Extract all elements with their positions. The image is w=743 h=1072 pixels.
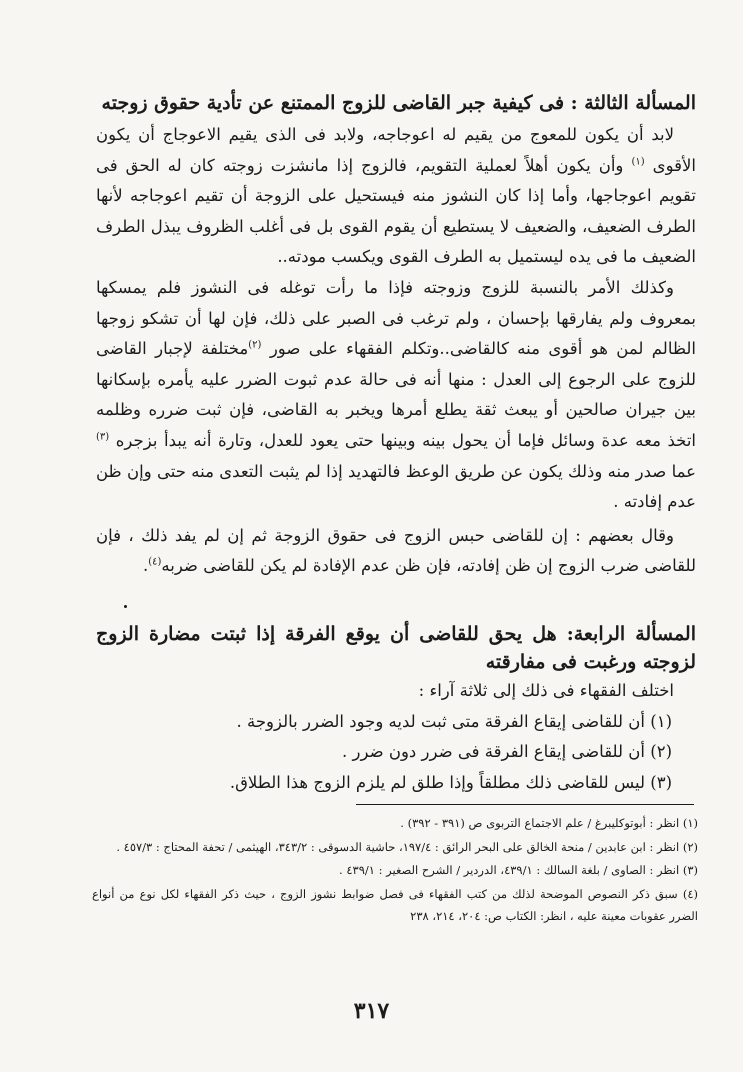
footnote-ref-2[interactable]: (٢) (248, 339, 262, 351)
footnote-ref-4[interactable]: (٤) (148, 556, 162, 568)
footnote-2: (٢) انظر : ابن عابدين / منحة الخالق على البحر الرائق : ١٩٧/٤، حاشية الدسوقى : ٣٤٣/٢، الهيثمى / تحفة المحتاج : ٤٥٧/٣ . (116, 839, 698, 854)
text-run: مختلفة لإجبار القاضى للزوج على الرجوع إلى العدل : منها أنه فى حالة عدم ثبوت الضرر عليه يأمره بإسكانها بين جيران صالحين أو يبعث ثقة يطلع أمرها ويخبر به القاضى، فإن ثبت ضرره وظلمه اتخذ معه عدة وسائل فإما أن يحول بينه وبينها حتى يعود للعدل، وتارة أنه يبدأ بزجره (96, 339, 696, 450)
text-run: وأن يكون أهلاً لعملية التقويم، فالزوج إذا مانشزت زوجته كان له الحق فى تقويم اعوجاجها، وأما إذا كان النشوز منه فيستحيل على الزوجة أن تقيم اعوجاجه لأنها الطرف الضعيف، والضعيف لا يستطيع أن يقوم القوى بل فى أغلب الظروف يبذل الطرف الضعيف ما فى يده ليستميل به الطرف القوى ويكسب مودته.. (96, 155, 696, 267)
text-run: . (142, 556, 149, 576)
opinion-item: (٢) أن للقاضى إيقاع الفرقة فى ضرر دون ضرر . (342, 742, 672, 762)
section-3-paragraph-3 (96, 521, 696, 582)
page-number: ٣١٧ (353, 998, 390, 1024)
footnote-4: (٤) سبق ذكر النصوص الموضحة لذلك من كتب الفقهاء فى فصل ضوابط نشوز الزوج ، حيث ذكر الفقهاء لكل نوع من أنواع الضرر عقوبات معينة عليه ، انظر: الكتاب ص: ٢٠٤، ٢١٤، ٢٣٨ (92, 886, 698, 924)
footnote-ref-1[interactable]: (١) (631, 156, 645, 168)
text-run: لابد أن يكون للمعوج من يقيم له اعوجاجه، ولابد فى الذى يقيم الاعوجاج أن يكون الأقوى (96, 125, 696, 175)
section-4-heading: المسألة الرابعة: هل يحق للقاضى أن يوقع الفرقة إذا ثبتت مضارة الزوج لزوجته ورغبت فى مفارقته (96, 623, 696, 673)
footnote-ref-3[interactable]: (٣) (96, 431, 110, 443)
section-4-intro: اختلف الفقهاء فى ذلك إلى ثلاثة آراء : (418, 681, 674, 700)
footnote-3: (٣) انظر : الصاوى / بلغة السالك : ٤٣٩/١، الدردير / الشرح الصغير : ٤٣٩/١ . (339, 863, 698, 878)
text-run: وقال بعضهم : إن للقاضى حبس الزوج فى حقوق الزوجة ثم إن لم يفد ذلك ، فإن للقاضى ضرب الزوج إن ظن إفادته، فإن ظن عدم الإفادة لم يكن للقاضى ضربه (96, 525, 696, 576)
stray-mark (124, 605, 127, 608)
section-3-paragraph-2 (96, 273, 696, 518)
footnote-separator (356, 804, 694, 805)
footnote-1: (١) انظر : أبوتوكليبرغ / علم الاجتماع التربوى ص (٣٩١ - ٣٩٢) . (400, 816, 698, 830)
text-run: وكذلك الأمر بالنسبة للزوج وزوجته فإذا ما رأت توغله فى النشوز فلم يمسكها بمعروف ولم يفارقها بإحسان ، ولم ترغب فى الصبر على ذلك، فإن لها أن تشكو زوجها الظالم لمن هو أقوى منه كالقاضى..وتكلم الفقهاء على صور (96, 277, 696, 359)
footnotes (92, 812, 698, 929)
section-3-paragraph-1 (96, 120, 696, 273)
text-run: عما صدر منه وذلك يكون عن طريق الوعظ فالتهديد إذا لم يثبت التعدى منه حتى وإن ظن عدم إفادته . (96, 461, 696, 512)
section-4 (96, 620, 696, 798)
opinion-item: (٣) ليس للقاضى ذلك مطلقاً وإذا طلق لم يلزم الزوج هذا الطلاق. (229, 772, 672, 792)
section-3 (96, 89, 696, 582)
opinion-item: (١) أن للقاضى إيقاع الفرقة متى ثبت لديه وجود الضرر بالزوجة . (236, 711, 672, 731)
section-3-heading: المسألة الثالثة : فى كيفية جبر القاضى للزوج الممتنع عن تأدية حقوق زوجته (101, 92, 696, 114)
